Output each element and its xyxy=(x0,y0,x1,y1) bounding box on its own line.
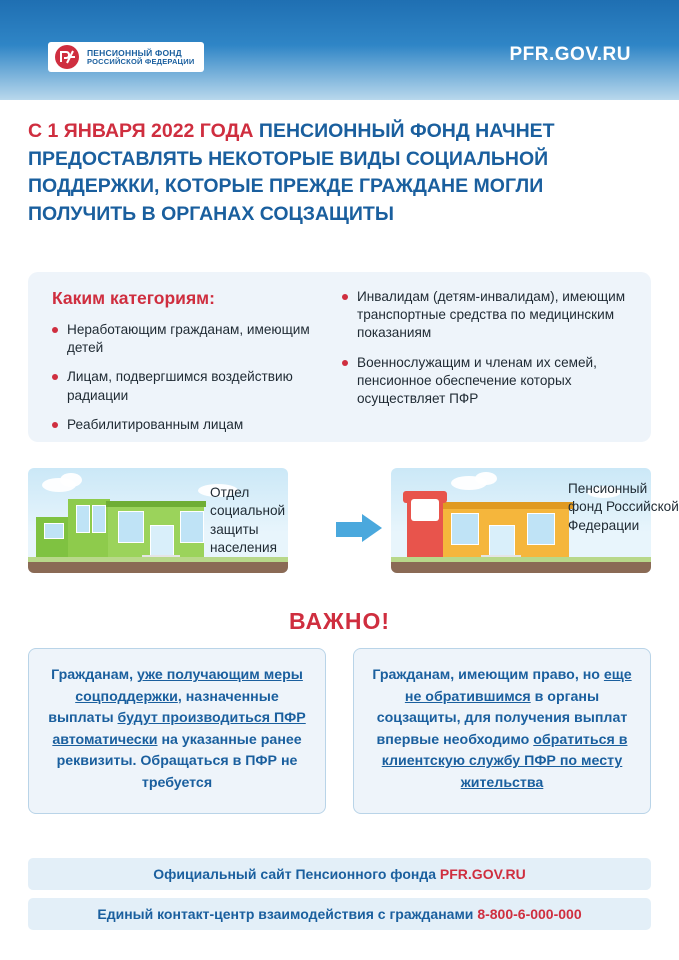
note-emphasis: уже получающим меры соцподдержки xyxy=(75,667,303,705)
categories-column-right xyxy=(342,288,638,419)
window-icon xyxy=(76,505,90,533)
cloud-icon xyxy=(60,473,82,487)
categories-title: Каким категориям: xyxy=(52,288,215,308)
door-icon xyxy=(489,525,515,557)
list-item-label: Лицам, подвергшимся воздействию радиации xyxy=(67,369,293,403)
page-title xyxy=(28,118,656,229)
page-header xyxy=(0,0,679,100)
categories-column-left xyxy=(52,288,324,445)
bullet-dot-icon xyxy=(52,422,58,428)
to-caption: Пенсионный фонд Российской Федерации xyxy=(568,481,679,533)
note-plain: в органы соцзащиты, для получения выплат впервые необходимо xyxy=(376,688,628,748)
pfr-logo[interactable] xyxy=(48,42,204,72)
note-existing-recipients xyxy=(28,648,326,814)
window-icon xyxy=(451,513,479,545)
ground-strip xyxy=(391,557,651,573)
building-roof xyxy=(106,501,206,507)
from-caption: Отдел социальной защиты населения xyxy=(210,485,286,556)
list-item xyxy=(52,321,324,357)
categories-panel xyxy=(28,272,651,442)
list-item xyxy=(342,354,638,409)
footer-website-bar[interactable] xyxy=(28,858,651,890)
note-emphasis: еще не обратившимся xyxy=(404,667,632,705)
pfr-logo-line2: РОССИЙСКОЙ ФЕДЕРАЦИИ xyxy=(87,56,195,66)
note-emphasis: будут производиться ПФР автоматически xyxy=(52,710,306,748)
note-plain: , назначенные выплаты xyxy=(48,688,279,727)
pfr-sign-icon xyxy=(411,499,439,521)
header-inner xyxy=(0,0,679,86)
list-item-label: Неработающим гражданам, имеющим детей xyxy=(67,322,310,356)
note-text-1 xyxy=(48,667,306,791)
pfr-logo-text xyxy=(87,49,194,66)
footer-contact-bar[interactable] xyxy=(28,898,651,930)
list-item-label: Военнослужащим и членам их семей, пенсионное обеспечение которых осуществляет ПФР xyxy=(357,354,597,407)
note-emphasis: обратиться в клиентскую службу ПФР по месту жительства xyxy=(381,731,628,791)
header-site-url[interactable]: PFR.GOV.RU xyxy=(509,44,631,65)
note-plain: Гражданам, имеющим право, но xyxy=(372,667,604,683)
headline-rest: ПЕНСИОННЫЙ ФОНД НАЧНЕТ ПРЕДОСТАВЛЯТЬ НЕКОТОРЫЕ ВИДЫ СОЦИАЛЬНОЙ ПОДДЕРЖКИ, КОТОРЫЕ ПРЕЖДЕ ГРАЖДАНЕ МОГЛИ ПОЛУЧИТЬ В ОРГАНАХ СОЦЗАЩИТЫ xyxy=(28,120,555,226)
note-plain: Гражданам, xyxy=(51,667,137,683)
window-icon xyxy=(118,511,144,543)
footer-contact-label: Единый контакт-центр взаимодействия с гражданами xyxy=(97,906,478,922)
ground-strip xyxy=(28,557,288,573)
bullet-dot-icon xyxy=(52,374,58,380)
footer-phone-number[interactable]: 8-800-6-000-000 xyxy=(477,906,582,922)
transition-illustration xyxy=(28,468,679,586)
note-new-applicants xyxy=(353,648,651,814)
building-roof xyxy=(439,502,573,509)
arrow-shaft xyxy=(336,522,362,537)
bullet-dot-icon xyxy=(342,360,348,366)
door-icon xyxy=(150,525,174,557)
pfr-emblem-icon xyxy=(54,44,80,70)
list-item-label: Инвалидам (детям-инвалидам), имеющим транспортные средства по медицинским показаниям xyxy=(357,289,626,341)
window-icon xyxy=(180,511,204,543)
window-icon xyxy=(92,505,106,533)
important-label: ВАЖНО! xyxy=(288,608,391,634)
list-item xyxy=(52,416,324,434)
bottom-strip xyxy=(0,942,679,960)
headline-highlight: С 1 ЯНВАРЯ 2022 ГОДА xyxy=(28,120,254,142)
note-text-2 xyxy=(372,667,631,791)
list-item xyxy=(342,288,638,343)
footer-website-url[interactable]: PFR.GOV.RU xyxy=(439,866,526,882)
window-icon xyxy=(44,523,64,539)
window-icon xyxy=(527,513,555,545)
pfr-logo-line1: ПЕНСИОННЫЙ ФОНД xyxy=(87,47,182,58)
bullet-dot-icon xyxy=(52,327,58,333)
list-item xyxy=(52,368,324,404)
arrow-head xyxy=(362,514,382,542)
cloud-icon xyxy=(475,472,497,485)
list-item-label: Реабилитированным лицам xyxy=(67,416,244,432)
footer-website-label: Официальный сайт Пенсионного фонда xyxy=(153,866,440,882)
bullet-dot-icon xyxy=(342,294,348,300)
note-plain: на указанные ранее реквизиты. Обращаться в ПФР не требуется xyxy=(56,731,302,791)
